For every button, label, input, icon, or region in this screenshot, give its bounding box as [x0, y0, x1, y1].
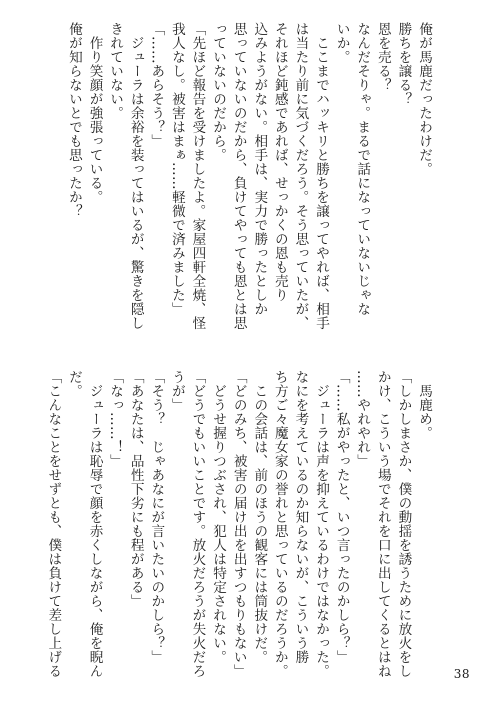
- text-line: いか。: [333, 22, 350, 64]
- text-line: だ。: [65, 370, 82, 398]
- text-line: 「あなたは、品性下劣にも程がある」: [127, 370, 144, 608]
- text-line: きれていない。: [107, 22, 124, 120]
- text-line: うが」: [168, 370, 185, 412]
- text-line: ジューラは恥辱で顔を赤くしながら、俺を睨ん: [86, 370, 103, 678]
- text-line: かけ、こういう場でそれを口に出してくるとはね: [374, 370, 391, 678]
- text-line: 勝ちを譲る？: [395, 22, 412, 106]
- text-line: ……やれやれ」: [354, 370, 371, 468]
- page-number: 38: [453, 667, 470, 681]
- text-line: っていないのだから。: [210, 22, 227, 162]
- text-line: 馬鹿め。: [416, 370, 432, 440]
- text-line: は当たり前に気づくだろう。そう思っていたが、: [292, 22, 309, 330]
- text-line: 「先ほど報告を受けましたよ。家屋四軒全焼、怪: [189, 22, 206, 330]
- text-line: 「……あらそう？」: [148, 22, 165, 148]
- text-line: どうせ握りつぶされ、犯人は特定されない。: [210, 370, 227, 664]
- text-line: この会話は、前のほうの観客には筒抜けだ。: [251, 370, 268, 664]
- text-line: 「どうでもいいことです。放火だろうが失火だろ: [189, 370, 206, 678]
- text-line: 恩を売る？: [374, 22, 391, 92]
- text-line: 作り笑顔が強張っている。: [86, 22, 103, 204]
- text-line: なんだそりゃ。まるで話になっていないじゃな: [354, 22, 371, 316]
- text-line: 「どのみち、被害の届け出を出すつもりもない」: [230, 370, 247, 678]
- text-line: ジューラは声を抑えているわけではなかった。: [313, 370, 330, 678]
- text-line: 思っていないのだから、負けてやっても恩とは思: [230, 22, 247, 330]
- text-line: それほど鈍感であれば、せっかくの恩も売り: [271, 22, 288, 302]
- text-line: なにを考えているのか知らないが、こういう勝: [292, 370, 309, 664]
- text-line: 我人なし。被害はまぁ……軽微で済みました」: [168, 22, 185, 316]
- text-line: 「……私がやったと、いつ言ったのかしら？」: [333, 370, 350, 664]
- text-line: ち方ご々魔女家の誉れと思っているのだろうか。: [271, 370, 288, 678]
- upper-text-block: [63, 22, 434, 348]
- text-line: 「そう？ じゃあなにが言いたいのかしら？」: [148, 370, 165, 664]
- text-line: 込みようがない。相手は、実力で勝ったとしか: [251, 22, 268, 316]
- text-line: 「こんなことをせずとも、僕は負けて差し上げる: [45, 370, 62, 678]
- text-line: 俺が馬鹿だったわけだ。: [416, 22, 432, 176]
- text-line: ジューラは余裕を装ってはいるが、驚きを隠し: [127, 22, 144, 330]
- lower-text-block: [43, 370, 434, 678]
- text-line: 「しかしまさか、僕の動揺を誘うために放火をし: [395, 370, 412, 678]
- text-line: 「なっ……！」: [107, 370, 124, 468]
- text-line: 俺が知らないとでも思ったか？: [65, 22, 82, 218]
- text-line: ここまでハッキリと勝ちを譲ってやれば、相手: [313, 22, 330, 330]
